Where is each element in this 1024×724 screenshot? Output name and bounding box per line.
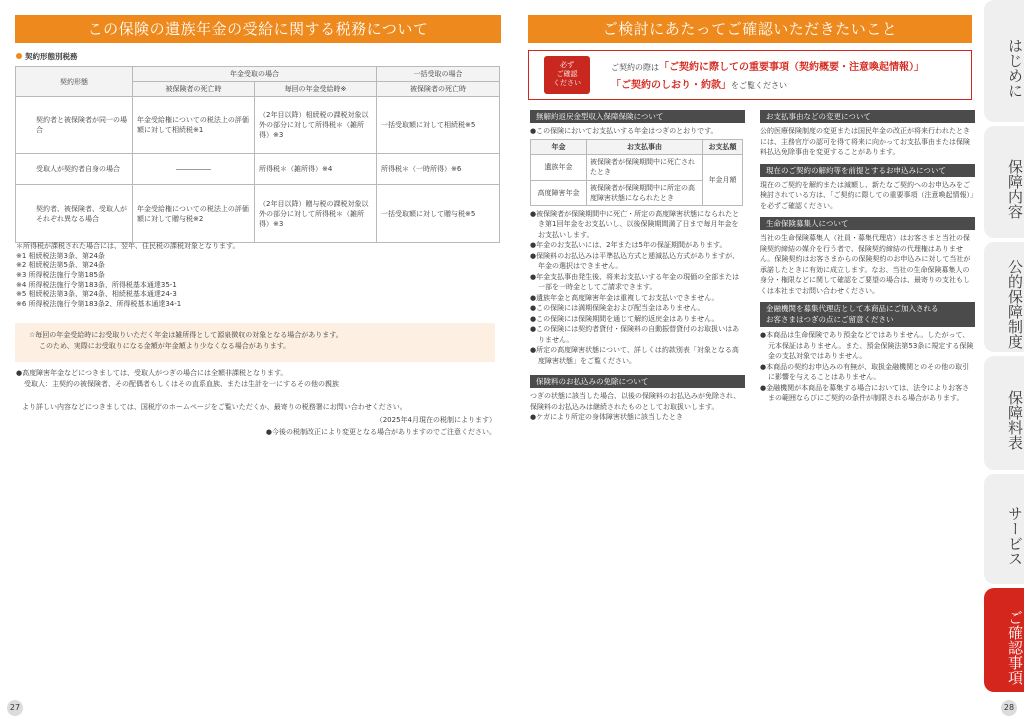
- table-row: 受取人が契約者自身の場合 ――――― 所得税＊（雑所得）※4 所得税＊（一時所得）※6: [16, 154, 500, 185]
- col-header-form: 契約形態: [16, 67, 133, 97]
- col-header-each: 毎回の年金受給時※: [255, 82, 377, 97]
- tax-table: [15, 66, 500, 243]
- table-row: 契約者、被保険者、受取人がそれぞれ異なる場合 年金受給権についての税法上の評価額に対して贈与税※2 （2年目以降）贈与税の課税対象以外の部分に対して所得税＊（雑所得）※3 一括受取額に対して贈与税※5: [16, 185, 500, 243]
- tab-introduction[interactable]: はじめに: [984, 0, 1024, 122]
- table-row: 高度障害年金 被保険者が保険期間中に所定の高度障害状態になられたとき: [531, 180, 743, 205]
- right-page-title: ご検討にあたってご確認いただきたいこと: [528, 15, 972, 43]
- page-number-right: 28: [1001, 700, 1017, 716]
- disability-note: ●高度障害年金などにつきましては、受取人がつぎの場合には全額非課税となります。 受取人：主契約の被保険者、その配偶者もしくはその直系血族、または生計を一にするその他の親族: [16, 369, 339, 388]
- section-header: 保険料のお払込みの免除について: [530, 375, 745, 388]
- more-info: より詳しい内容などにつきましては、国税庁のホームページをご覧いただくか、最寄りの税務署にお問い合わせください。: [22, 403, 407, 411]
- tab-services[interactable]: サービス: [984, 474, 1024, 584]
- section-header: 生命保険募集人について: [760, 217, 975, 230]
- tab-coverage[interactable]: 保障内容: [984, 126, 1024, 238]
- callout-box: ☆毎回の年金受給時にお受取りいただく年金は雑所得として源泉徴収の対象となる場合があります。 このため、実際にお受取りになる金額が年金額より少なくなる場合があります。: [15, 323, 495, 362]
- tab-premium-table[interactable]: 保障料表: [984, 356, 1024, 470]
- section-header: 金融機関を募集代理店として本商品にご加入される お客さまはつぎの点にご留意ください: [760, 302, 975, 327]
- section-header: 現在のご契約の解約等を前提とするお申込みについて: [760, 164, 975, 177]
- left-page-title: この保険の遺族年金の受給に関する税務について: [15, 15, 501, 43]
- col-header-annuity: 年金受取の場合: [133, 67, 377, 82]
- column-b: お支払事由などの変更について 公的医療保険制度の変更または国民年金の改正が将来行われたときには、主務官庁の認可を得て将来に向かってお支払事由または保険料払込免除事由を変更することがあります。 現在のご契約の解約等を前提とするお申込みについて 現在のご契約を解約または減額し、新たなご契約へのお申込みをご検討されている方は、「ご契約に際しての重要事項（注意喚起情報）」を必ずご確認ください。 生命保険募集人について 当社の生命保険募集人（社員・募集代理店）はお客さまと当社の保険契約締結の媒介を行う者で、保険契約締結の代理権はありません。保険契約はお客さまからの保険契約のお申込みに対して当社が承諾したときに有効に成立します。なお、当社の生命保険募集人の身分・権限などに関して確認をご要望の場合は、最寄りの支社もしくは本社までお問い合わせください。 金融機関を募集代理店として本商品にご加入される お客さまはつぎの点にご留意ください ●本商品は生命保険であり預金などではありません。したがって、元本保証はありません。また、預金保険法第53条に規定する保険金の支払対象ではありません。 ●本商品の契約お申込みの有無が、取扱金融機関とのその他の取引に影響を与えることはありません。 ●金融機関が本商品を募集する場合においては、法令によりお客さまの範囲ならびにご契約の条件が制限される場合があります。: [760, 112, 974, 402]
- confirm-badge: 必ず ご確認 ください: [544, 56, 590, 94]
- section-header: お支払事由などの変更について: [760, 110, 975, 123]
- page-number-left: 27: [7, 700, 23, 716]
- table-row: 契約者と被保険者が同一の場合 年金受給権についての税法上の評価額に対して相続税※1 （2年目以降）相続税の課税対象以外の部分に対して所得税＊（雑所得）※3 一括受取額に対して相続税※5: [16, 97, 500, 154]
- col-header-death2: 被保険者の死亡時: [377, 82, 500, 97]
- orange-bullet-icon: [16, 53, 22, 59]
- notice-text: ご契約の際は「ご契約に際しての重要事項（契約概要・注意喚起情報）」 「ご契約のしおり・約款」をご覧ください: [611, 62, 924, 91]
- notice-box: [528, 50, 972, 100]
- section-body: ●本商品は生命保険であり預金などではありません。したがって、元本保証はありません。また、預金保険法第53条に規定する保険金の支払対象ではありません。 ●本商品の契約お申込みの有無が、取扱金融機関とのその他の取引に影響を与えることはありません。 ●金融機関が本商品を募集する場合においては、法令によりお客さまの範囲ならびにご契約の条件が制限される場合があります。: [760, 331, 974, 402]
- tax-reform-note: ●今後の税制改正により変更となる場合がありますのでご注意ください。: [265, 428, 496, 436]
- section-body: ●被保険者が保険期間中に死亡・所定の高度障害状態になられたとき第1回年金をお支払いし、以後保険期間満了日まで毎月年金をお支払いします。 ●年金のお支払いには、2年または5年の保証期間があります。 ●保険料のお払込みは平準払込方式と逓減払込方式がありますが、年金の選択はできません。 ●年金支払事由発生後、将来お支払いする年金の現価の全部または一部を一時金としてご請求できます。 ●遺族年金と高度障害年金は重複してお支払いできません。 ●この保険には満期保険金および配当金はありません。 ●この保険には保険期間を通じて解約返戻金はありません。 ●この保険には契約者貸付・保険料の自動振替貸付のお取扱いはありません。 ●所定の高度障害状態について、詳しくは約款別表「対象となる高度障害状態」をご覧ください。: [530, 209, 740, 365]
- column-a: 無解約返戻金型収入保障保険について ●この保険においてお支払いする年金はつぎのとおりです。 年金 お支払事由 お支払額 遺族年金 被保険者が保険期間中に死亡されたとき 年金月額 高度障害年金 被保険者が保険期間中に所定の高度障害状態になられたとき ●被保険者が保険期間中に死亡・所定の高度障害状態になられたとき第1回年金をお支払いし、以後保険期間満了日まで毎月年金をお支払いします。 ●年金のお支払いには、2年または5年の保証期間があります。 ●保険料のお払込みは平準払込方式と逓減払込方式がありますが、年金の選択はできません。 ●年金支払事由発生後、将来お支払いする年金の現価の全部または一部を一時金としてご請求できます。 ●遺族年金と高度障害年金は重複してお支払いできません。 ●この保険には満期保険金および配当金はありません。 ●この保険には保険期間を通じて解約返戻金はありません。 ●この保険には契約者貸付・保険料の自動振替貸付のお取扱いはありません。 ●所定の高度障害状態について、詳しくは約款別表「対象となる高度障害状態」をご覧ください。 保険料のお払込みの免除について つぎの状態に該当した場合、以後の保険料のお払込みが免除され、保険料のお払込みは継続されたものとしてお取扱いします。 ●ケガにより所定の身体障害状態に該当したとき: [530, 110, 745, 423]
- col-header-lump: 一括受取の場合: [377, 67, 500, 82]
- section-subheading: 契約形態別税務: [16, 52, 78, 63]
- tab-confirmation[interactable]: ご確認事項: [984, 588, 1024, 692]
- tax-notes: ＊所得税が課税された場合には、翌年、住民税の課税対象となります。 ※1 相続税法第3条、第24条 ※2 相続税法第5条、第24条 ※3 所得税法施行令第185条 ※4 所得税法施行令第183条、所得税基本通達35-1 ※5 相続税法第3条、第24条、相続税基本通達24-3 ※6 所得税法施行令第183条2、所得税基本通達34-1: [16, 242, 240, 308]
- table-row: 遺族年金 被保険者が保険期間中に死亡されたとき 年金月額: [531, 155, 743, 180]
- col-header-death: 被保険者の死亡時: [133, 82, 255, 97]
- annuity-table: 年金 お支払事由 お支払額 遺族年金 被保険者が保険期間中に死亡されたとき 年金月額 高度障害年金 被保険者が保険期間中に所定の高度障害状態になられたとき: [530, 139, 743, 206]
- section-header: 無解約返戻金型収入保障保険について: [530, 110, 745, 123]
- tab-public-benefits[interactable]: 公的保障制度: [984, 242, 1024, 352]
- tax-date: （2025年4月現在の税制によります）: [375, 416, 496, 424]
